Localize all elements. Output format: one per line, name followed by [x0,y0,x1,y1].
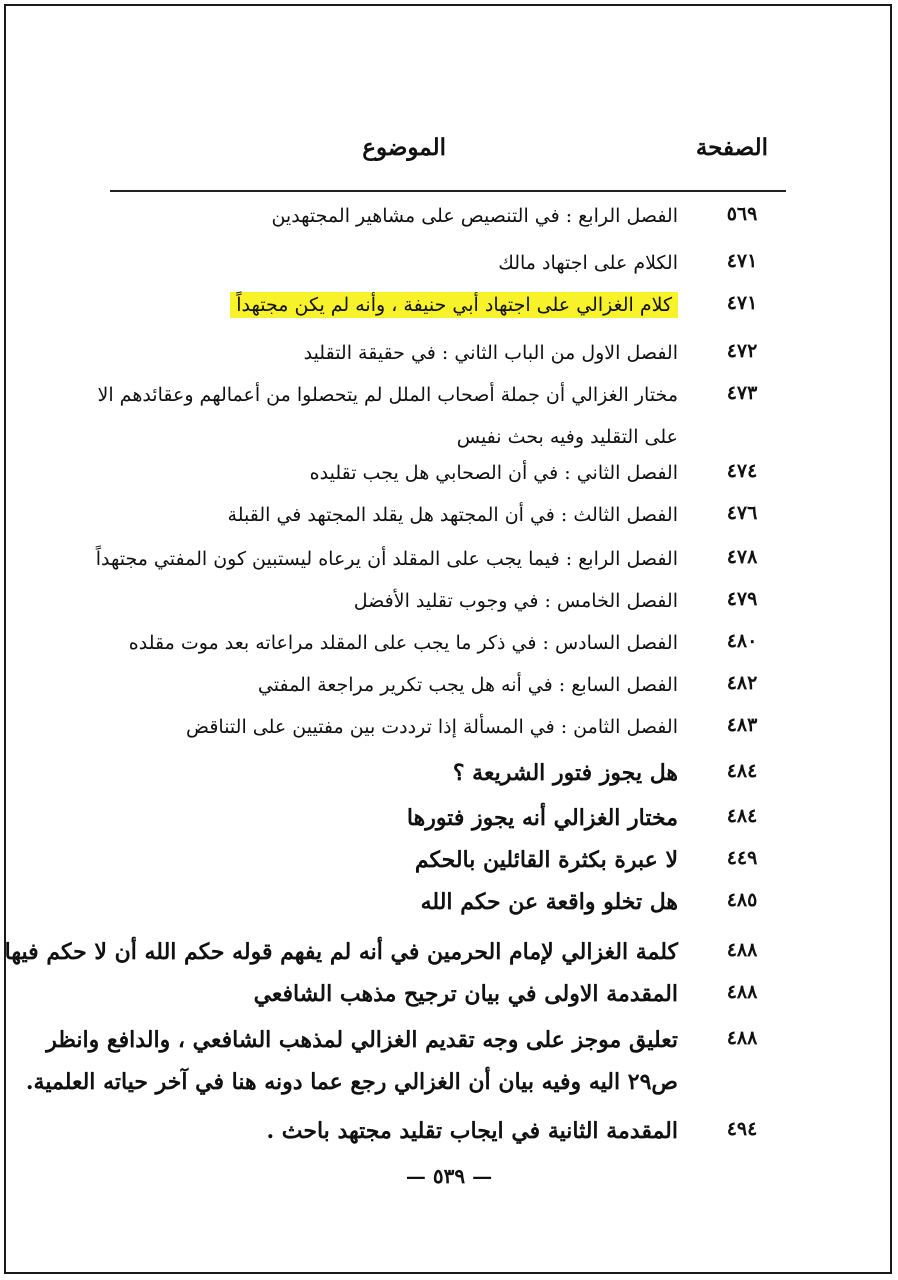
entry-title-line: الفصل السابع : في أنه هل يجب تكرير مراجعة المفتي [257,674,678,696]
entry-title [4,931,678,973]
entry-page-number: ٤٧٣ [726,382,758,404]
entry-page-number: ٤٨٤ [726,760,758,782]
entry-title [100,332,678,374]
entry-title-line: هل يجوز فتور الشريعة ؟ [452,760,678,786]
entry-title [100,494,678,536]
entry-title-line: الفصل الثالث : في أن المجتهد هل يقلد المجتهد في القبلة [227,504,678,526]
entry-page-number: ٥٦٩ [726,203,758,225]
entry-title [100,1110,678,1152]
entry-title-line: تعليق موجز على وجه تقديم الغزالي لمذهب الشافعي ، والدافع وانظر [46,1027,678,1053]
entry-page-number: ٤٧٦ [726,502,758,524]
entry-title [100,622,678,664]
entry-title-line: الفصل الثاني : في أن الصحابي هل يجب تقليده [309,462,678,484]
entry-title-line: الفصل السادس : في ذكر ما يجب على المقلد مراعاته بعد موت مقلده [128,632,678,654]
entry-title-line: الفصل الرابع : في التنصيص على مشاهير المجتهدين [271,205,678,227]
entry-title [100,973,678,1015]
entry-title [100,242,678,284]
entry-title [100,706,678,748]
entry-page-number: ٤٩٤ [726,1118,758,1140]
entry-page-number: ٤٨٨ [726,939,758,961]
entry-title [97,374,678,458]
entry-title-line: الفصل الرابع : فيما يجب على المقلد أن يرعاه ليستبين كون المفتي مجتهداً [95,548,678,570]
entry-title-line: المقدمة الثانية في ايجاب تقليد مجتهد باحث . [266,1118,678,1144]
entry-title [100,452,678,494]
entry-page-number: ٤٧١ [726,250,758,272]
entry-title [25,1019,678,1103]
entry-title-line: كلام الغزالي على اجتهاد أبي حنيفة ، وأنه لم يكن مجتهداً [230,292,678,318]
entry-title-line: الفصل الثامن : في المسألة إذا ترددت بين مفتيين على التناقض [186,716,678,738]
entry-page-number: ٤٨٠ [726,630,758,652]
entry-title [100,580,678,622]
entry-page-number: ٤٨٢ [726,672,758,694]
entry-page-number: ٤٨٨ [726,981,758,1003]
entry-title [100,839,678,881]
entry-page-number: ٤٧١ [726,292,758,314]
entry-page-number: ٤٨٣ [726,714,758,736]
entry-title [100,284,678,326]
entry-page-number: ٤٨٨ [726,1027,758,1049]
entry-page-number: ٤٧٨ [726,546,758,568]
entry-title [100,195,678,237]
page-number: — ٥٣٩ — [405,1164,493,1188]
entry-page-number: ٤٧٩ [726,588,758,610]
entry-title-line: هل تخلو واقعة عن حكم الله [420,889,678,915]
entry-page-number: ٤٧٢ [726,340,758,362]
entry-page-number: ٤٨٤ [726,805,758,827]
entry-title-line: مختار الغزالي أن جملة أصحاب الملل لم يتحصلوا من أعمالهم وعقائدهم الا [97,384,678,406]
page-column-header: الصفحة [695,134,768,161]
entry-title [100,797,678,839]
entry-title-line: كلمة الغزالي لإمام الحرمين في أنه لم يفهم قوله حكم الله أن لا حكم فيها [4,939,678,965]
header-rule [110,190,786,192]
entry-page-number: ٤٨٥ [726,889,758,911]
entry-title-line: مختار الغزالي أنه يجوز فتورها [406,805,678,831]
entry-title [100,752,678,794]
entry-title-continuation: على التقليد وفيه بحث نفيس [456,426,678,448]
entry-title-continuation: ص٢٩ اليه وفيه بيان أن الغزالي رجع عما دونه هنا في آخر حياته العلمية. [25,1069,678,1095]
entry-title-line: لا عبرة بكثرة القائلين بالحكم [414,847,678,873]
entry-title-line: الفصل الاول من الباب الثاني : في حقيقة التقليد [303,342,678,364]
entry-page-number: ٤٧٤ [726,460,758,482]
entry-title-line: المقدمة الاولى في بيان ترجيح مذهب الشافعي [253,981,678,1007]
topic-column-header: الموضوع [362,134,446,161]
entry-title-line: الفصل الخامس : في وجوب تقليد الأفضل [353,590,678,612]
entry-page-number: ٤٤٩ [726,847,758,869]
entry-title [95,538,678,580]
entry-title [100,664,678,706]
entry-title-line: الكلام على اجتهاد مالك [498,252,678,274]
entry-title [100,881,678,923]
